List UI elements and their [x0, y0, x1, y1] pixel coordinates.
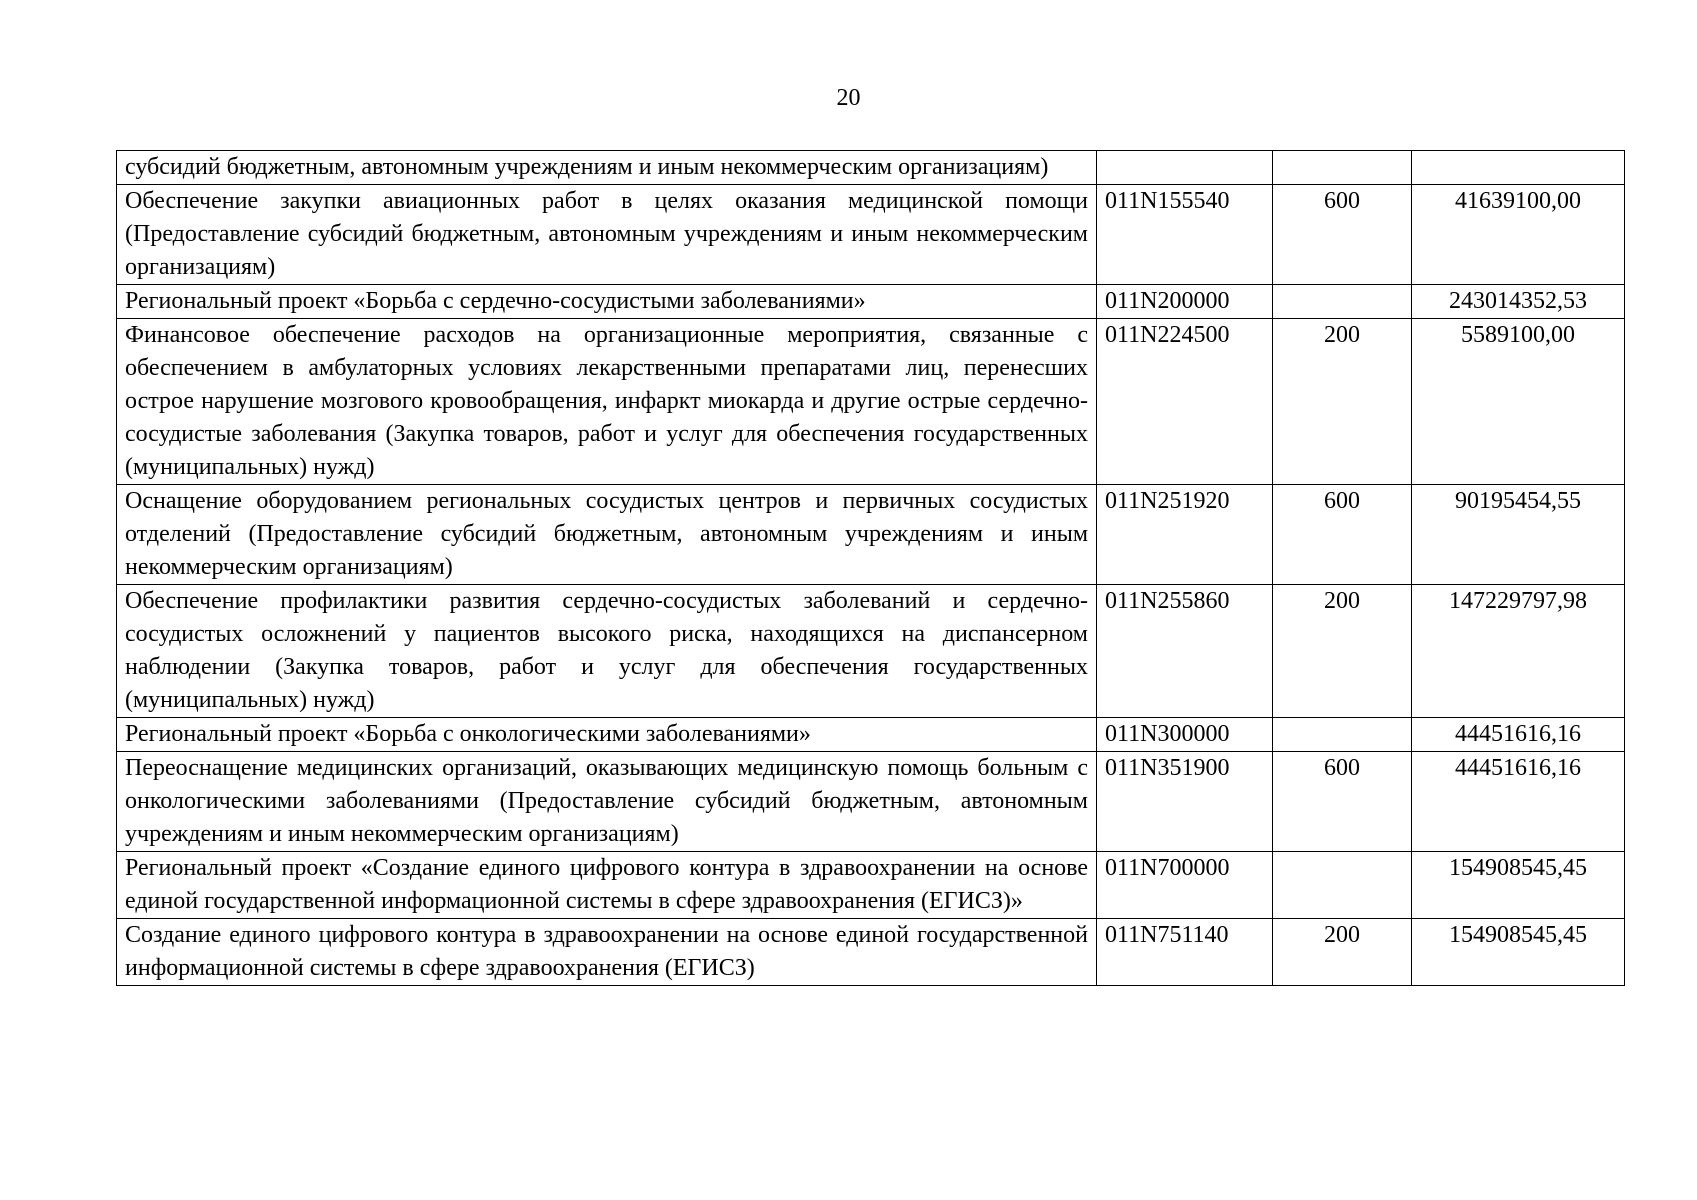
table-row [117, 585, 1625, 718]
row-expense-type [1273, 285, 1412, 319]
row-code: 011N200000 [1097, 285, 1273, 319]
row-name: субсидий бюджетным, автономным учреждениям и иным некоммерческим организациям) [117, 151, 1097, 185]
row-name: Финансовое обеспечение расходов на организационные мероприятия, связанные с обеспечением в амбулаторных условиях лекарственными препаратами лиц, перенесших острое нарушение мозгового кровообращения, инфаркт миокарда и другие острые сердечно-сосудистые заболевания (Закупка товаров, работ и услуг для обеспечения государственных (муниципальных) нужд) [117, 319, 1097, 485]
budget-table [116, 150, 1625, 986]
page-number: 20 [836, 85, 861, 111]
row-code: 011N351900 [1097, 752, 1273, 852]
table-row [117, 285, 1625, 319]
row-name: Создание единого цифрового контура в здравоохранении на основе единой государственной информационной системы в сфере здравоохранения (ЕГИСЗ) [117, 919, 1097, 986]
row-code: 011N300000 [1097, 718, 1273, 752]
table-row [117, 485, 1625, 585]
row-sum: 5589100,00 [1412, 319, 1625, 485]
table-row [117, 852, 1625, 919]
row-sum: 90195454,55 [1412, 485, 1625, 585]
row-expense-type: 200 [1273, 319, 1412, 485]
table-row [117, 151, 1625, 185]
row-sum [1412, 151, 1625, 185]
row-name: Региональный проект «Борьба с сердечно-сосудистыми заболеваниями» [117, 285, 1097, 319]
row-code: 011N700000 [1097, 852, 1273, 919]
row-expense-type: 600 [1273, 185, 1412, 285]
row-name: Обеспечение закупки авиационных работ в целях оказания медицинской помощи (Предоставление субсидий бюджетным, автономным учреждениям и иным некоммерческим организациям) [117, 185, 1097, 285]
row-expense-type: 600 [1273, 752, 1412, 852]
row-code: 011N251920 [1097, 485, 1273, 585]
row-code: 011N224500 [1097, 319, 1273, 485]
row-sum: 243014352,53 [1412, 285, 1625, 319]
row-expense-type [1273, 852, 1412, 919]
row-expense-type: 200 [1273, 585, 1412, 718]
row-sum: 44451616,16 [1412, 752, 1625, 852]
row-sum: 154908545,45 [1412, 919, 1625, 986]
table-row [117, 919, 1625, 986]
row-code: 011N255860 [1097, 585, 1273, 718]
row-expense-type: 600 [1273, 485, 1412, 585]
table-row [117, 752, 1625, 852]
row-code: 011N751140 [1097, 919, 1273, 986]
row-sum: 147229797,98 [1412, 585, 1625, 718]
table-row [117, 319, 1625, 485]
row-sum: 41639100,00 [1412, 185, 1625, 285]
row-name: Переоснащение медицинских организаций, оказывающих медицинскую помощь больным с онкологическими заболеваниями (Предоставление субсидий бюджетным, автономным учреждениям и иным некоммерческим организациям) [117, 752, 1097, 852]
row-expense-type: 200 [1273, 919, 1412, 986]
table-row [117, 718, 1625, 752]
row-name: Региональный проект «Создание единого цифрового контура в здравоохранении на основе единой государственной информационной системы в сфере здравоохранения (ЕГИСЗ)» [117, 852, 1097, 919]
row-code: 011N155540 [1097, 185, 1273, 285]
row-expense-type [1273, 151, 1412, 185]
row-name: Региональный проект «Борьба с онкологическими заболеваниями» [117, 718, 1097, 752]
row-name: Обеспечение профилактики развития сердечно-сосудистых заболеваний и сердечно-сосудистых осложнений у пациентов высокого риска, находящихся на диспансерном наблюдении (Закупка товаров, работ и услуг для обеспечения государственных (муниципальных) нужд) [117, 585, 1097, 718]
table-row [117, 185, 1625, 285]
row-expense-type [1273, 718, 1412, 752]
row-name: Оснащение оборудованием региональных сосудистых центров и первичных сосудистых отделений (Предоставление субсидий бюджетным, автономным учреждениям и иным некоммерческим организациям) [117, 485, 1097, 585]
row-sum: 154908545,45 [1412, 852, 1625, 919]
row-sum: 44451616,16 [1412, 718, 1625, 752]
row-code [1097, 151, 1273, 185]
